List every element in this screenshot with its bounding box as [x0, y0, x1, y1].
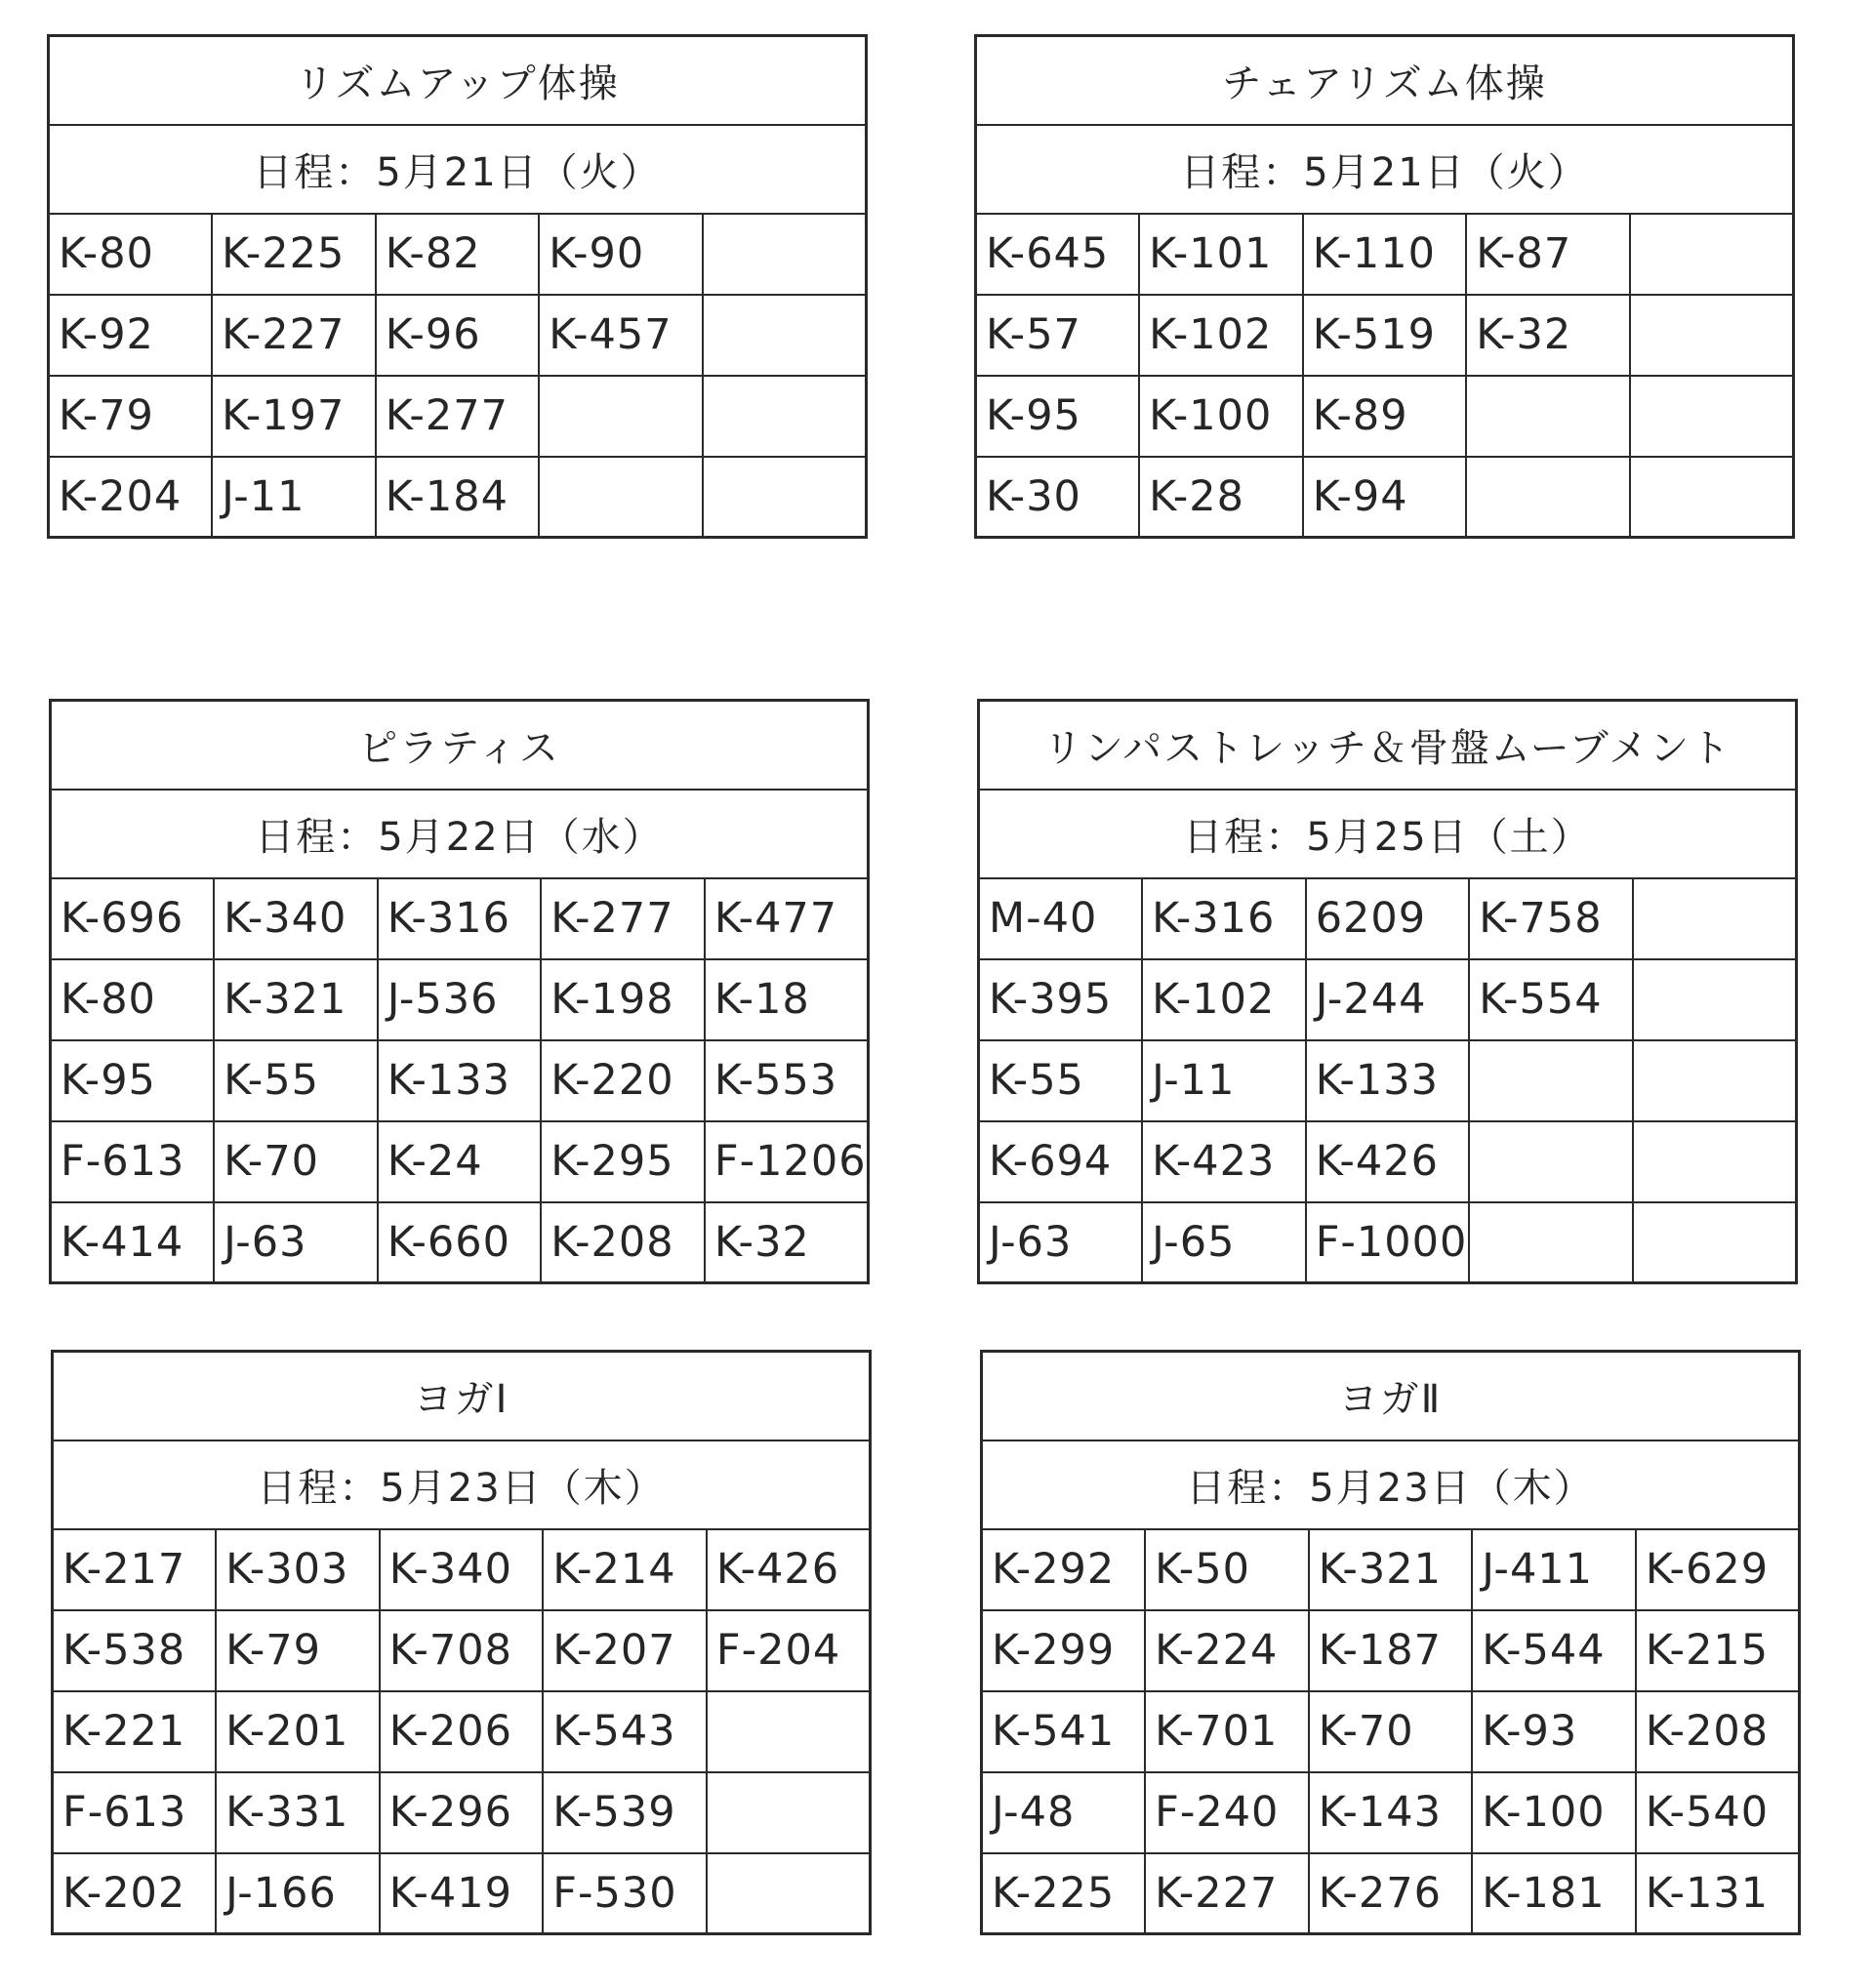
code-cell: K-92	[49, 295, 213, 376]
table-row	[979, 1121, 1797, 1202]
code-cell: K-198	[541, 959, 705, 1040]
code-cell: J-244	[1306, 959, 1470, 1040]
code-cell	[707, 1691, 871, 1772]
table-date: 日程：5月23日（木）	[982, 1440, 1800, 1529]
code-cell: K-553	[705, 1040, 869, 1121]
code-cell: K-538	[53, 1610, 217, 1691]
table-pilates	[49, 699, 870, 1284]
table-row	[49, 214, 867, 295]
code-cell: K-701	[1145, 1691, 1309, 1772]
code-cell: 6209	[1306, 878, 1470, 959]
code-cell: K-303	[216, 1529, 380, 1610]
code-cell: K-80	[49, 214, 213, 295]
code-cell: K-276	[1309, 1853, 1473, 1934]
code-cell: F-613	[53, 1772, 217, 1853]
code-cell: K-100	[1139, 376, 1303, 457]
code-cell: K-220	[541, 1040, 705, 1121]
table-yoga-1	[51, 1350, 872, 1935]
code-cell: K-419	[380, 1853, 544, 1934]
code-cell: F-613	[51, 1121, 215, 1202]
code-cell	[707, 1853, 871, 1934]
table-row	[979, 1202, 1797, 1283]
code-cell	[1630, 376, 1794, 457]
code-cell	[703, 214, 867, 295]
table-title: リズムアップ体操	[49, 36, 867, 125]
code-cell	[1633, 878, 1797, 959]
code-cell: F-240	[1145, 1772, 1309, 1853]
code-cell: K-215	[1636, 1610, 1800, 1691]
table-title: ヨガⅠ	[53, 1352, 871, 1440]
code-cell: K-544	[1472, 1610, 1636, 1691]
code-cell: K-55	[979, 1040, 1143, 1121]
code-cell: K-708	[380, 1610, 544, 1691]
table-date: 日程：5月22日（水）	[51, 790, 869, 878]
code-cell: K-201	[216, 1691, 380, 1772]
code-cell: K-214	[543, 1529, 707, 1610]
code-cell: K-457	[539, 295, 703, 376]
code-cell: K-70	[1309, 1691, 1473, 1772]
code-cell	[1466, 376, 1630, 457]
code-cell: K-184	[376, 457, 540, 538]
code-cell: K-477	[705, 878, 869, 959]
code-cell	[1466, 457, 1630, 538]
code-cell: K-82	[376, 214, 540, 295]
code-cell: F-530	[543, 1853, 707, 1934]
code-cell: K-28	[1139, 457, 1303, 538]
table-row	[53, 1772, 871, 1853]
code-cell: K-316	[1142, 878, 1306, 959]
code-cell: M-40	[979, 878, 1143, 959]
code-cell: K-197	[212, 376, 376, 457]
code-cell: K-225	[212, 214, 376, 295]
code-cell: K-295	[541, 1121, 705, 1202]
code-cell: K-90	[539, 214, 703, 295]
table-row	[976, 457, 1794, 538]
code-cell: K-299	[982, 1610, 1146, 1691]
code-cell: K-24	[378, 1121, 542, 1202]
code-cell	[1633, 959, 1797, 1040]
code-cell: K-645	[976, 214, 1140, 295]
code-cell: J-536	[378, 959, 542, 1040]
code-cell: K-94	[1303, 457, 1467, 538]
table-row	[982, 1853, 1800, 1934]
table-row	[979, 959, 1797, 1040]
code-cell	[1630, 295, 1794, 376]
table-row	[51, 1202, 869, 1283]
code-cell: K-102	[1142, 959, 1306, 1040]
code-cell: K-110	[1303, 214, 1467, 295]
table-row	[51, 959, 869, 1040]
code-cell: K-131	[1636, 1853, 1800, 1934]
code-cell: K-208	[541, 1202, 705, 1283]
code-cell: K-217	[53, 1529, 217, 1610]
table-row	[53, 1691, 871, 1772]
code-cell: K-95	[51, 1040, 215, 1121]
table-row	[49, 295, 867, 376]
table-row	[982, 1610, 1800, 1691]
code-cell: K-80	[51, 959, 215, 1040]
code-cell: K-539	[543, 1772, 707, 1853]
code-cell	[703, 295, 867, 376]
code-cell: K-55	[214, 1040, 378, 1121]
table-row	[51, 1040, 869, 1121]
code-cell: K-426	[1306, 1121, 1470, 1202]
code-cell: K-296	[380, 1772, 544, 1853]
code-cell: K-321	[1309, 1529, 1473, 1610]
code-cell: K-758	[1469, 878, 1633, 959]
table-chair-rhythm	[974, 34, 1795, 539]
table-row	[51, 878, 869, 959]
code-cell	[1633, 1202, 1797, 1283]
code-cell: K-18	[705, 959, 869, 1040]
code-cell	[707, 1772, 871, 1853]
table-row	[49, 457, 867, 538]
code-cell: K-694	[979, 1121, 1143, 1202]
code-cell: F-1000	[1306, 1202, 1470, 1283]
code-cell: K-227	[1145, 1853, 1309, 1934]
code-cell: K-206	[380, 1691, 544, 1772]
table-row	[979, 1040, 1797, 1121]
code-cell: K-519	[1303, 295, 1467, 376]
code-cell: J-11	[1142, 1040, 1306, 1121]
table-row	[982, 1691, 1800, 1772]
code-cell: K-181	[1472, 1853, 1636, 1934]
code-cell: K-93	[1472, 1691, 1636, 1772]
code-cell: K-423	[1142, 1121, 1306, 1202]
code-cell: K-32	[705, 1202, 869, 1283]
table-date: 日程：5月23日（木）	[53, 1440, 871, 1529]
code-cell	[539, 376, 703, 457]
code-cell: K-100	[1472, 1772, 1636, 1853]
table-row	[982, 1529, 1800, 1610]
table-row	[53, 1529, 871, 1610]
table-title: ヨガⅡ	[982, 1352, 1800, 1440]
code-cell	[703, 457, 867, 538]
table-date: 日程：5月21日（火）	[49, 125, 867, 214]
code-cell: K-187	[1309, 1610, 1473, 1691]
table-row	[53, 1610, 871, 1691]
code-cell: K-225	[982, 1853, 1146, 1934]
code-cell: K-143	[1309, 1772, 1473, 1853]
code-cell: K-292	[982, 1529, 1146, 1610]
code-cell: K-331	[216, 1772, 380, 1853]
code-cell: K-50	[1145, 1529, 1309, 1610]
code-cell: J-11	[212, 457, 376, 538]
code-cell: K-543	[543, 1691, 707, 1772]
code-cell	[1630, 214, 1794, 295]
code-cell: K-395	[979, 959, 1143, 1040]
code-cell: K-629	[1636, 1529, 1800, 1610]
code-cell: K-133	[1306, 1040, 1470, 1121]
code-cell: J-63	[214, 1202, 378, 1283]
table-lymph-stretch	[977, 699, 1798, 1284]
code-cell: J-166	[216, 1853, 380, 1934]
code-cell: K-30	[976, 457, 1140, 538]
code-cell: K-554	[1469, 959, 1633, 1040]
table-row	[976, 295, 1794, 376]
table-title: チェアリズム体操	[976, 36, 1794, 125]
code-cell: K-340	[380, 1529, 544, 1610]
code-cell: K-426	[707, 1529, 871, 1610]
table-title: リンパストレッチ＆骨盤ムーブメント	[979, 701, 1797, 790]
code-cell: K-202	[53, 1853, 217, 1934]
code-cell: K-79	[49, 376, 213, 457]
code-cell: K-414	[51, 1202, 215, 1283]
code-cell: K-133	[378, 1040, 542, 1121]
code-cell	[539, 457, 703, 538]
code-cell	[1630, 457, 1794, 538]
code-cell: F-1206	[705, 1121, 869, 1202]
code-cell: J-48	[982, 1772, 1146, 1853]
code-cell: K-277	[541, 878, 705, 959]
code-cell: K-57	[976, 295, 1140, 376]
code-cell: K-540	[1636, 1772, 1800, 1853]
code-cell: K-208	[1636, 1691, 1800, 1772]
table-rhythm-up	[47, 34, 868, 539]
code-cell	[1469, 1040, 1633, 1121]
table-yoga-2	[980, 1350, 1801, 1935]
table-date: 日程：5月21日（火）	[976, 125, 1794, 214]
code-cell: K-32	[1466, 295, 1630, 376]
code-cell	[1469, 1121, 1633, 1202]
code-cell: K-207	[543, 1610, 707, 1691]
code-cell: J-63	[979, 1202, 1143, 1283]
code-cell: K-221	[53, 1691, 217, 1772]
code-cell: K-102	[1139, 295, 1303, 376]
table-title: ピラティス	[51, 701, 869, 790]
table-row	[976, 214, 1794, 295]
code-cell: K-70	[214, 1121, 378, 1202]
code-cell: K-316	[378, 878, 542, 959]
code-cell	[1469, 1202, 1633, 1283]
code-cell: K-89	[1303, 376, 1467, 457]
code-cell	[1633, 1121, 1797, 1202]
code-cell: K-227	[212, 295, 376, 376]
code-cell: K-96	[376, 295, 540, 376]
code-cell: K-541	[982, 1691, 1146, 1772]
code-cell: K-660	[378, 1202, 542, 1283]
table-row	[53, 1853, 871, 1934]
table-row	[51, 1121, 869, 1202]
code-cell: J-65	[1142, 1202, 1306, 1283]
code-cell: K-204	[49, 457, 213, 538]
code-cell: K-321	[214, 959, 378, 1040]
code-cell: K-87	[1466, 214, 1630, 295]
code-cell: K-95	[976, 376, 1140, 457]
code-cell: K-79	[216, 1610, 380, 1691]
table-date: 日程：5月25日（土）	[979, 790, 1797, 878]
code-cell: K-101	[1139, 214, 1303, 295]
code-cell	[703, 376, 867, 457]
code-cell: F-204	[707, 1610, 871, 1691]
table-row	[982, 1772, 1800, 1853]
code-cell: K-696	[51, 878, 215, 959]
code-cell: K-224	[1145, 1610, 1309, 1691]
table-row	[49, 376, 867, 457]
table-row	[976, 376, 1794, 457]
code-cell: K-277	[376, 376, 540, 457]
code-cell: J-411	[1472, 1529, 1636, 1610]
code-cell: K-340	[214, 878, 378, 959]
code-cell	[1633, 1040, 1797, 1121]
table-row	[979, 878, 1797, 959]
